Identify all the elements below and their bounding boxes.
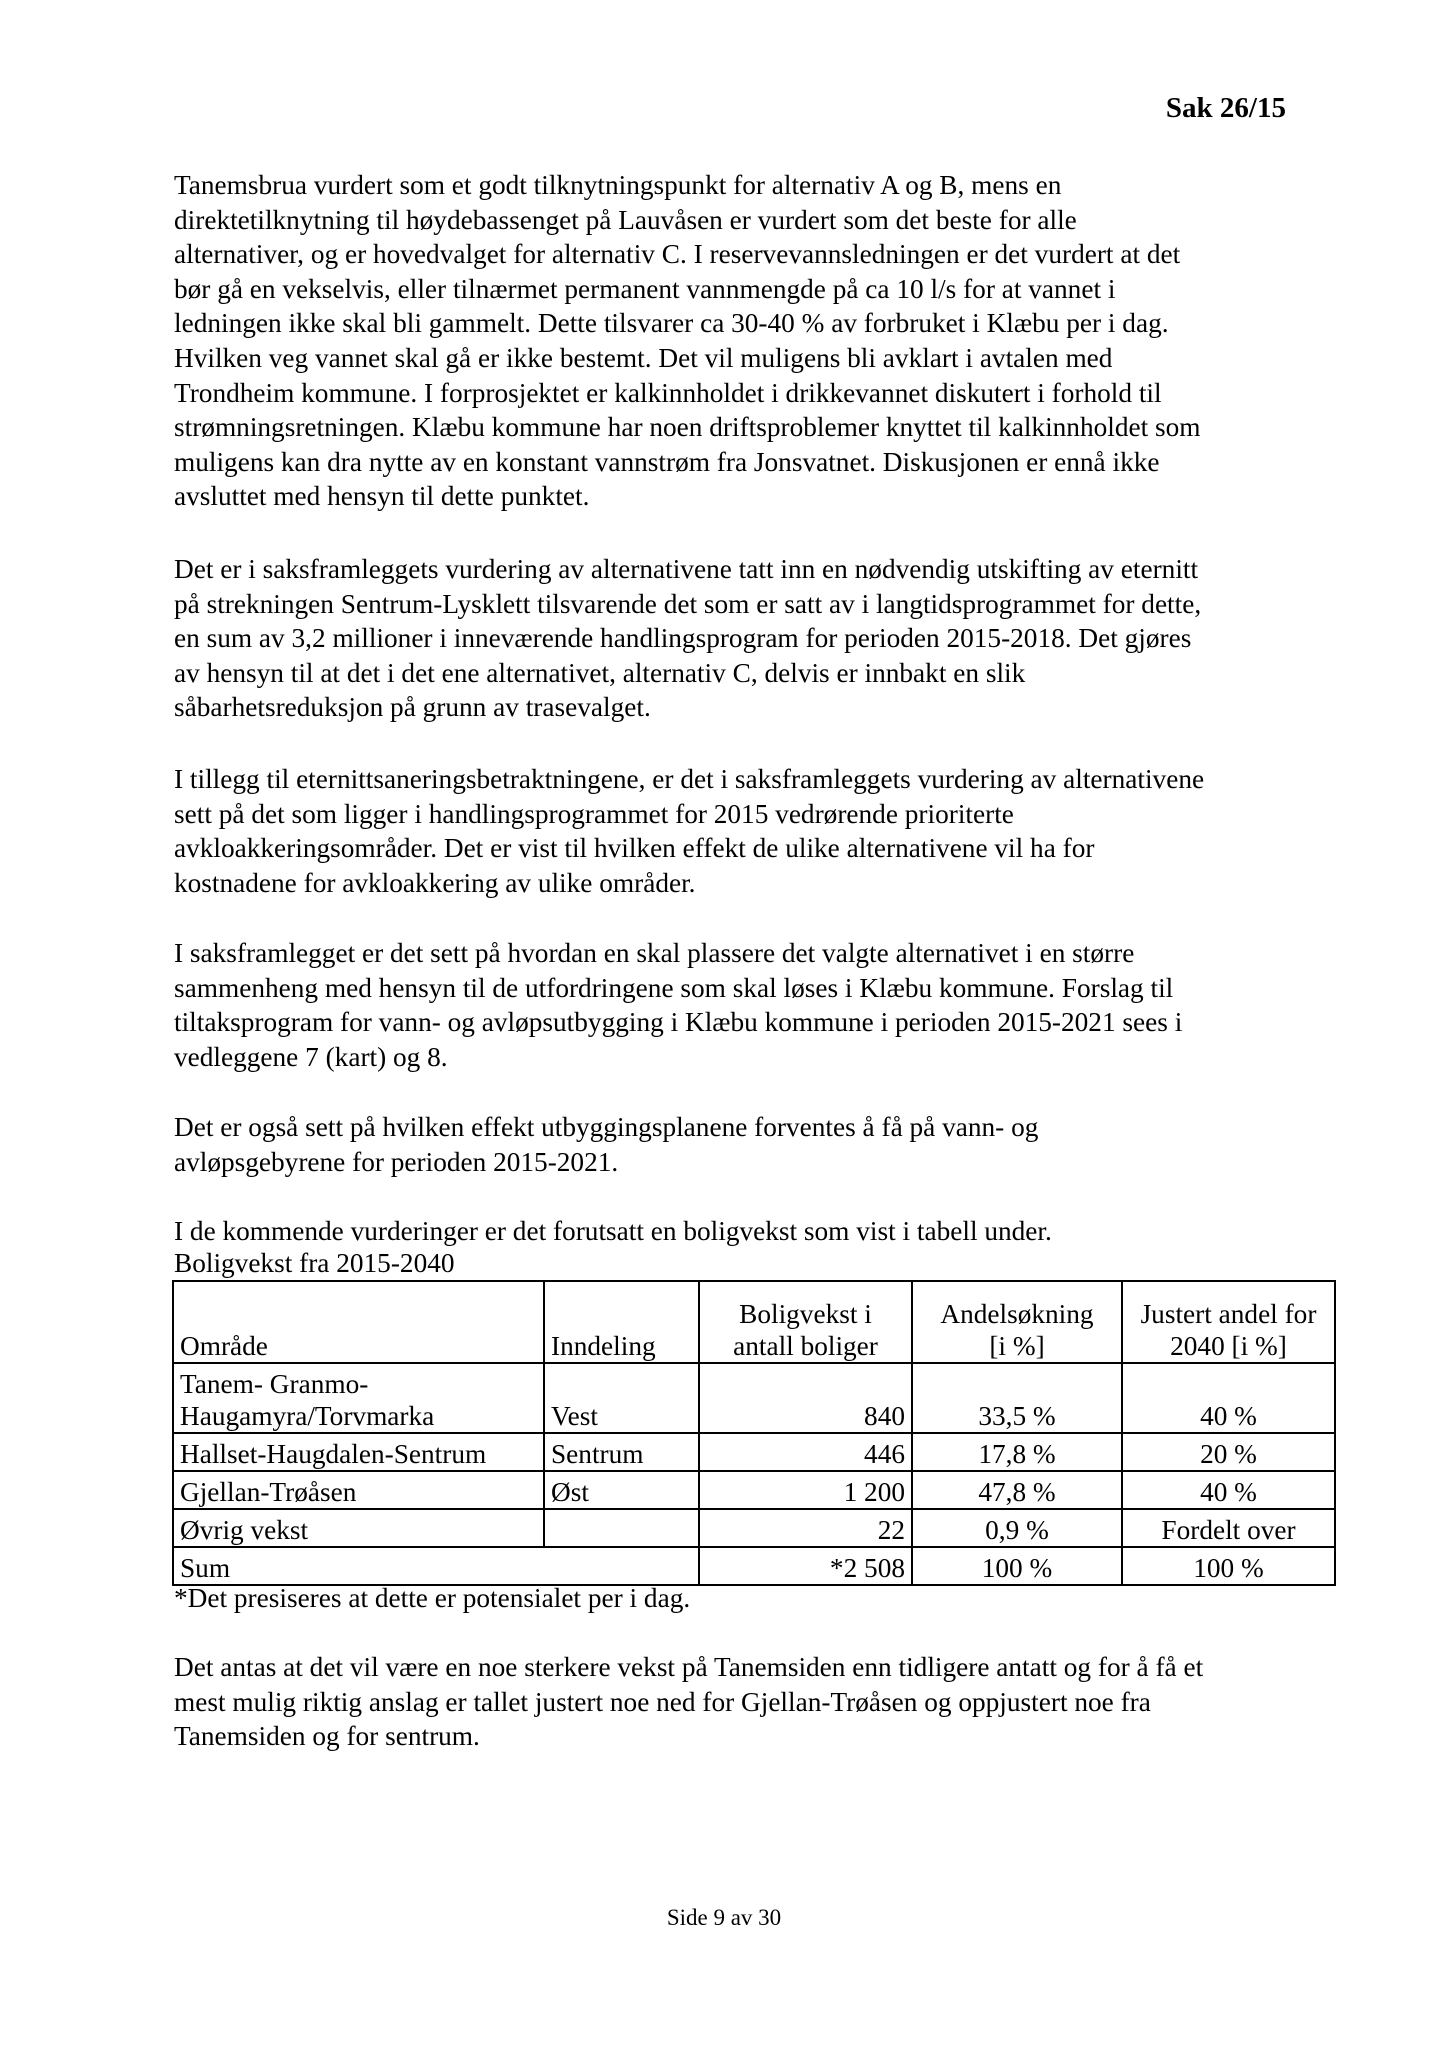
table-header-row	[173, 1281, 1335, 1363]
text-line: alternativer, og er hovedvalget for alternativ C. I reservevannsledningen er det vurdert at det	[174, 239, 1181, 270]
text-line: Tanemsbrua vurdert som et godt tilknytningspunkt for alternativ A og B, mens en	[174, 170, 1062, 200]
text-line: I tillegg til eternittsaneringsbetraktningene, er det i saksframleggets vurdering av alternativene	[174, 764, 1205, 794]
header-growth: Boligvekst i antall boliger	[699, 1281, 912, 1363]
table-row	[173, 1509, 1335, 1547]
case-reference: Sak 26/15	[1165, 92, 1286, 124]
cell-growth: 1 200	[699, 1471, 912, 1509]
text-line: avsluttet med hensyn til dette punktet.	[174, 481, 590, 512]
table-row	[173, 1433, 1335, 1471]
paragraph-closing	[174, 1650, 1203, 1754]
text-line: kostnadene for avkloakkering av ulike områder.	[174, 867, 696, 898]
header-area: Område	[173, 1281, 544, 1363]
table-row-sum	[173, 1547, 1335, 1585]
cell-adjusted: 40 %	[1122, 1363, 1335, 1433]
cell-area: Tanem- Granmo- Haugamyra/Torvmarka	[173, 1363, 544, 1433]
text-line: mest mulig riktig anslag er tallet justert noe ned for Gjellan-Trøåsen og oppjustert noe fra	[174, 1686, 1151, 1717]
text-line: direktetilknytning til høydebassenget på Lauvåsen er vurdert som det beste for alle	[174, 204, 1077, 235]
paragraph-eternitt-replacement	[174, 552, 1201, 725]
text-line: muligens kan dra nytte av en konstant vannstrøm fra Jonsvatnet. Diskusjonen er ennå ikke	[174, 446, 1160, 477]
text-line: ledningen ikke skal bli gammelt. Dette tilsvarer ca 30-40 % av forbruket i Klæbu per i dag.	[174, 308, 1169, 339]
paragraph-context	[174, 936, 1182, 1074]
text-line: vedleggene 7 (kart) og 8.	[174, 1041, 448, 1072]
text-line: bør gå en vekselvis, eller tilnærmet permanent vannmengde på ca 10 l/s for at vannet i	[174, 273, 1116, 304]
text-line: Det er i saksframleggets vurdering av alternativene tatt inn en nødvendig utskifting av eternitt	[174, 554, 1199, 584]
cell-area: Gjellan-Trøåsen	[173, 1471, 544, 1509]
cell-area: Hallset-Haugdalen-Sentrum	[173, 1433, 544, 1471]
cell-share: 33,5 %	[912, 1363, 1122, 1433]
housing-growth-table	[172, 1280, 1336, 1586]
cell-share: 47,8 %	[912, 1471, 1122, 1509]
cell-area: Sum	[173, 1547, 699, 1585]
table-footnote: *Det presiseres at dette er potensialet per i dag.	[174, 1583, 691, 1613]
table-row	[173, 1363, 1335, 1433]
text-line: I de kommende vurderinger er det forutsatt en boligvekst som vist i tabell under.	[174, 1216, 1052, 1246]
text-line: I saksframlegget er det sett på hvordan en skal plassere det valgte alternativet i en større	[174, 938, 1135, 968]
paragraph-sewage-areas	[174, 762, 1204, 900]
text-line: av hensyn til at det i det ene alternativet, alternativ C, delvis er innbakt en slik	[174, 657, 1026, 688]
page-number: Side 9 av 30	[666, 1905, 782, 1930]
text-line: Hvilken veg vannet skal gå er ikke bestemt. Det vil muligens bli avklart i avtalen med	[174, 342, 1113, 373]
cell-growth: 22	[699, 1509, 912, 1547]
cell-growth: 446	[699, 1433, 912, 1471]
cell-division: Vest	[544, 1363, 699, 1433]
text-line: tiltaksprogram for vann- og avløpsutbygging i Klæbu kommune i perioden 2015-2021 sees i	[174, 1007, 1183, 1038]
header-share: Andelsøkning [i %]	[912, 1281, 1122, 1363]
cell-area: Øvrig vekst	[173, 1509, 544, 1547]
text-line: Trondheim kommune. I forprosjektet er kalkinnholdet i drikkevannet diskutert i forhold til	[174, 377, 1162, 408]
header-adjusted: Justert andel for 2040 [i %]	[1122, 1281, 1335, 1363]
paragraph-connection-point	[174, 168, 1201, 514]
text-line: en sum av 3,2 millioner i inneværende handlingsprogram for perioden 2015-2018. Det gjøres	[174, 623, 1192, 654]
table-row	[173, 1471, 1335, 1509]
text-line: såbarhetsreduksjon på grunn av trasevalget.	[174, 692, 651, 723]
text-line: sett på det som ligger i handlingsprogrammet for 2015 vedrørende prioriterte	[174, 798, 1014, 829]
text-line: på strekningen Sentrum-Lysklett tilsvarende det som er satt av i langtidsprogrammet for dette,	[174, 588, 1202, 619]
paragraph-table-intro	[174, 1214, 1052, 1249]
cell-growth: 840	[699, 1363, 912, 1433]
cell-adjusted: 20 %	[1122, 1433, 1335, 1471]
text-line: avløpsgebyrene for perioden 2015-2021.	[174, 1146, 619, 1177]
cell-share: 0,9 %	[912, 1509, 1122, 1547]
header-division: Inndeling	[544, 1281, 699, 1363]
cell-division: Sentrum	[544, 1433, 699, 1471]
text-line: sammenheng med hensyn til de utfordringene som skal løses i Klæbu kommune. Forslag til	[174, 972, 1174, 1003]
text-line: strømningsretningen. Klæbu kommune har noen driftsproblemer knyttet til kalkinnholdet som	[174, 412, 1201, 443]
cell-adjusted: Fordelt over	[1122, 1509, 1335, 1547]
text-line: Tanemsiden og for sentrum.	[174, 1721, 480, 1752]
cell-share: 17,8 %	[912, 1433, 1122, 1471]
cell-division	[544, 1509, 699, 1547]
cell-growth: *2 508	[699, 1547, 912, 1585]
table-caption: Boligvekst fra 2015-2040	[174, 1248, 455, 1278]
cell-adjusted: 40 %	[1122, 1471, 1335, 1509]
cell-share: 100 %	[912, 1547, 1122, 1585]
cell-adjusted: 100 %	[1122, 1547, 1335, 1585]
text-line: Det antas at det vil være en noe sterkere vekst på Tanemsiden enn tidligere antatt og for å få et	[174, 1652, 1204, 1682]
paragraph-fees	[174, 1110, 1038, 1179]
cell-division: Øst	[544, 1471, 699, 1509]
text-line: avkloakkeringsområder. Det er vist til hvilken effekt de ulike alternativene vil ha for	[174, 833, 1095, 864]
text-line: Det er også sett på hvilken effekt utbyggingsplanene forventes å få på vann- og	[174, 1112, 1039, 1142]
